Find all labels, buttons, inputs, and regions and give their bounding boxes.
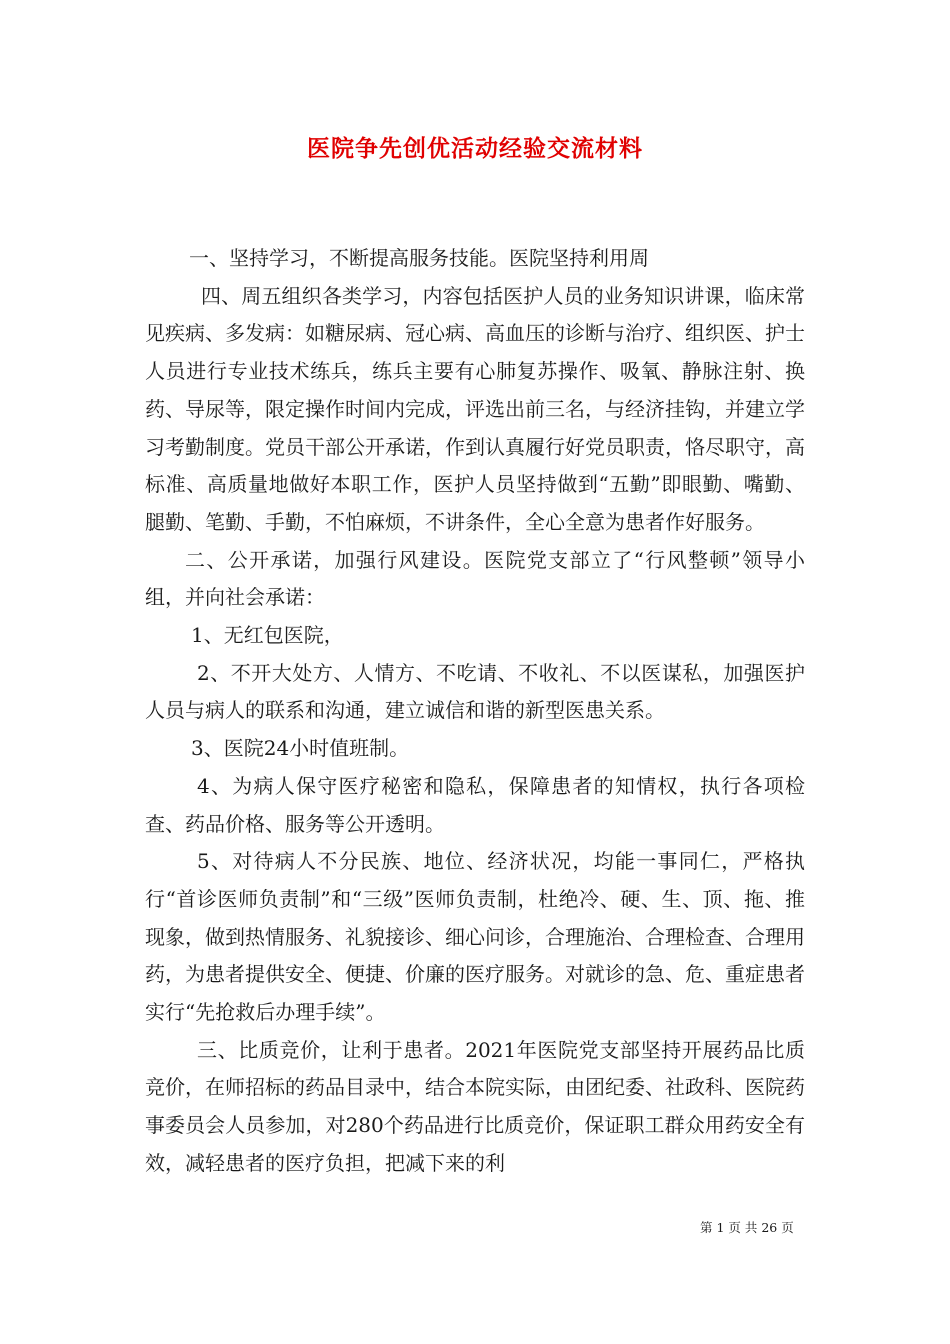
paragraph-2: 四、周五组织各类学习，内容包括医护人员的业务知识讲课，临床常见疾病、多发病：如糖尿病、冠心病、高血压的诊断与治疗、组织医、护士人员进行专业技术练兵，练兵主要有心肺复苏操作、吸氧、静脉注射、换药、导尿等，限定操作时间内完成，评选出前三名，与经济挂钩，并建立学习考勤制度。党员干部公开承诺，作到认真履行好党员职责，恪尽职守，高标准、高质量地做好本职工作，医护人员坚持做到“五勤”即眼勤、嘴勤、腿勤、笔勤、手勤，不怕麻烦，不讲条件，全心全意为患者作好服务。 [145,283,805,534]
page-number: 第 1 页 共 26 页 [700,1220,794,1235]
paragraph-1: 一、坚持学习，不断提高服务技能。医院坚持利用周 [189,246,649,270]
paragraph-9: 三、比质竞价，让利于患者。2021年医院党支部坚持开展药品比质竞价，在师招标的药品目录中，结合本院实际，由团纪委、社政科、医院药事委员会人员参加，对280个药品进行比质竞价，保证职工群众用药安全有效，减轻患者的医疗负担，把减下来的利 [145,1037,805,1175]
document-title: 医院争先创优活动经验交流材料 [307,135,643,162]
document-body [145,240,805,1183]
paragraph-6: 3、医院24小时值班制。 [191,736,410,761]
paragraph-4: 1、无红包医院， [191,623,344,648]
paragraph-3: 二、公开承诺，加强行风建设。医院党支部立了“行风整顿”领导小组，并向社会承诺： [145,547,805,610]
paragraph-5: 2、不开大处方、人情方、不吃请、不收礼、不以医谋私，加强医护人员与病人的联系和沟通，建立诚信和谐的新型医患关系。 [145,660,805,723]
paragraph-7: 4、为病人保守医疗秘密和隐私，保障患者的知情权，执行各项检查、药品价格、服务等公开透明。 [145,773,805,836]
paragraph-8: 5、对待病人不分民族、地位、经济状况，均能一事同仁，严格执行“首诊医师负责制”和“三级”医师负责制，杜绝冷、硬、生、顶、拖、推现象，做到热情服务、礼貌接诊、细心问诊，合理施治、合理检查、合理用药，为患者提供安全、便捷、价廉的医疗服务。对就诊的急、危、重症患者实行“先抢救后办理手续”。 [145,849,805,1025]
